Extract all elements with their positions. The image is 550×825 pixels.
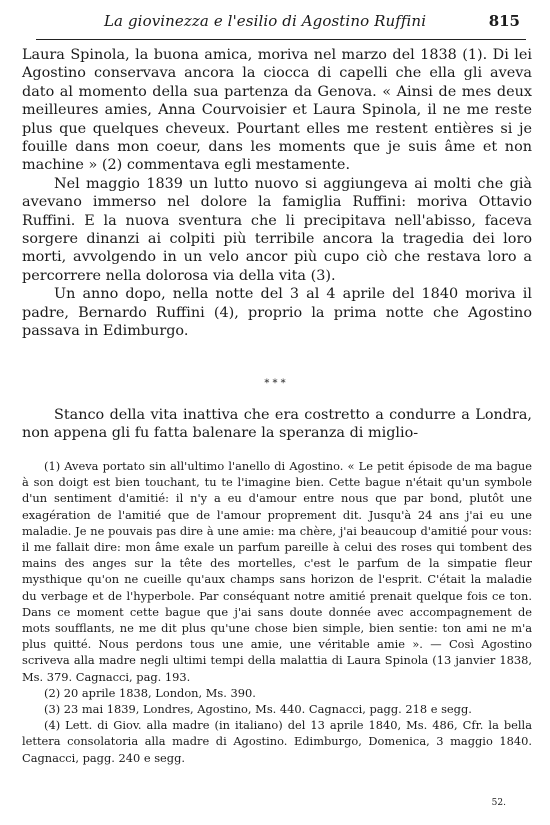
paragraph-ottavio-ruffini: Nel maggio 1839 un lutto nuovo si aggiungeva ai molti che già avevano immerso nel dolore la famiglia Ruffini: moriva Ottavio Ruffini. E la nuova sventura che li precipitava nell'abisso, faceva sorgere dinanzi ai colpiti più terribile ancora la tragedia dei loro morti, avvolgendo in un velo ancor più cupo ciò che restava loro a percorrere nella dolorosa via della vita (3). bbox=[22, 175, 532, 284]
running-title: La giovinezza e l'esilio di Agostino Ruffini bbox=[104, 12, 427, 30]
footnote-1: (1) Aveva portato sin all'ultimo l'anello di Agostino. « Le petit épisode de ma bague à son doigt est bien touchant, tu te l'imagine bien. Cette bague n'était qu'un symbole d'un sentiment d'amitié: il n'y a eu d'amour entre nous que par bond, plutôt une exagération de l'amitié que de l'amour proprement dit. Jusqu'à 24 ans j'ai eu une maladie. Je ne pouvais pas dire à une amie: ma chère, j'ai beaucoup d'amitié pour vous: il me fallait dire: mon âme exale un parfum pareille à celui des roses qui tombent des mains des anges sur la tête des mortelles, c'est le parfum de la simpatie fleur mysthique qu'on ne cueille qu'aux champs sans horizon de l'esprit. C'était la maladie du verbage et de l'hyperbole. Par conséquant notre amitié prenait quelque fois ce ton. Dans ce moment cette bague que j'ai sans doute donnée avec accompagnement de mots soufflants, ne me dit plus qu'une chose bien simple, bien sentie: ton ami ne m'a plus quitté. Nous perdons tous une amie, une véritable amie ». — Così Agostino scriveva alla madre negli ultimi tempi della malattia di Laura Spinola (13 janvier 1838, Ms. 379. Cagnacci, pag. 193. bbox=[22, 459, 532, 684]
signature-mark: 52. bbox=[491, 798, 506, 808]
section-separator: * * * bbox=[264, 378, 286, 389]
page-header bbox=[0, 8, 550, 34]
header-rule bbox=[36, 39, 526, 40]
footnote-3: (3) 23 mai 1839, Londres, Agostino, Ms. 440. Cagnacci, pagg. 218 e segg. bbox=[44, 702, 472, 717]
paragraph-londra: Stanco della vita inattiva che era costretto a condurre a Londra, non appena gli fu fatta balenare la speranza di miglio- bbox=[22, 407, 532, 442]
footnotes bbox=[22, 458, 532, 766]
footnote-2: (2) 20 aprile 1838, London, Ms. 390. bbox=[44, 685, 256, 700]
paragraph-bernardo-ruffini: Un anno dopo, nella notte del 3 al 4 aprile del 1840 moriva il padre, Bernardo Ruffini (4), proprio la prima notte che Agostino passava in Edimburgo. bbox=[22, 286, 532, 340]
paragraph-laura-spinola: Laura Spinola, la buona amica, moriva nel marzo del 1838 (1). Di lei Agostino conservava ancora la ciocca di capelli che ella gli aveva dato al momento della sua partenza da Genova. « Ainsi de mes deux meilleures amies, Anna Courvoisier et Laura Spinola, il ne me reste plus que quelques cheveux. Pourtant elles me restent entières si je fouille dans mon coeur, dans les moments que je suis âme et non machine » (2) commentava egli mestamente. bbox=[22, 47, 532, 174]
footnote-4: (4) Lett. di Giov. alla madre (in italiano) del 13 aprile 1840, Ms. 486, Cfr. la bella lettera consolatoria alla madre di Agostino. Edimburgo, Domenica, 3 maggio 1840. Cagnacci, pagg. 240 e segg. bbox=[22, 718, 532, 765]
page-number: 815 bbox=[488, 12, 520, 30]
main-text bbox=[22, 46, 532, 341]
